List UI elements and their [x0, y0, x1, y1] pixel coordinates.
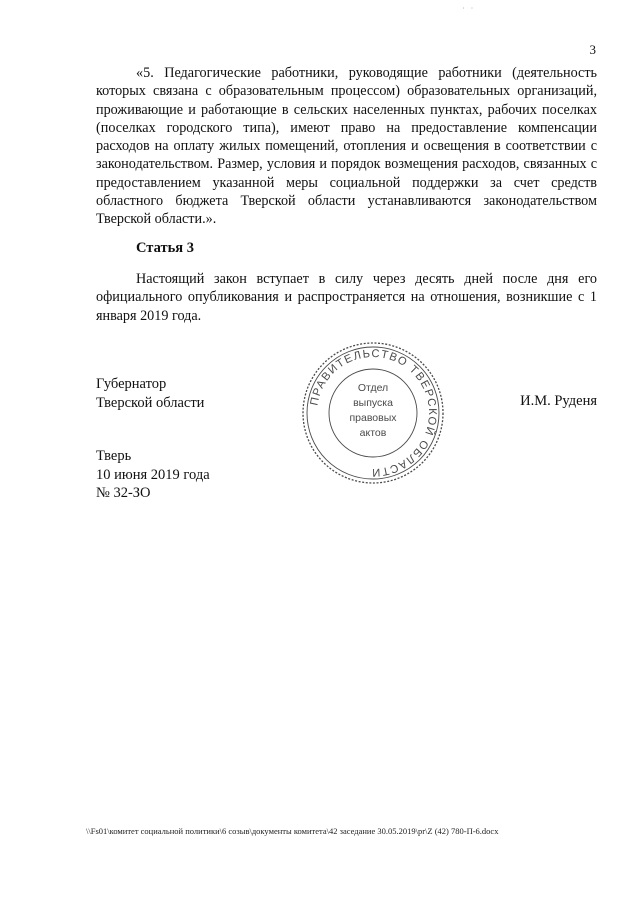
signatory-name: И.М. Руденя — [520, 393, 597, 409]
signing-date: 10 июня 2019 года — [96, 466, 210, 483]
amendment-paragraph: «5. Педагогические работники, руководящие работники (деятельность которых связана с образовательным процессом) образовательных организаций, проживающие и работающие в сельских населенных пунктах, рабочих поселках (поселках городского типа), имеют право на предоставление компенсации расходов на оплату жилых помещений, отопления и освещения в соответствии с законодательством. Размер, условия и порядок возмещения расходов, связанных с предоставлением указанной меры социальной поддержки за счет средств областного бюджета Тверской области устанавливаются законодательством Тверской области.». — [96, 65, 597, 228]
effective-date-paragraph: Настоящий закон вступает в силу через десять дней после дня его официального опубликования и распространяется на отношения, возникшие с 1 января 2019 года. — [96, 271, 597, 324]
scan-marks: · · — [462, 4, 476, 13]
stamp-center-line: Отдел — [357, 382, 389, 394]
city: Тверь — [96, 448, 132, 464]
stamp-center-line: актов — [359, 427, 387, 439]
stamp-center-line: выпуска — [353, 397, 393, 409]
stamp-ring-text: ПРАВИТЕЛЬСТВО ТВЕРСКОЙ ОБЛАСТИ — [308, 347, 439, 479]
signatory-position-line2: Тверской области — [96, 394, 205, 411]
place-and-date-block — [96, 447, 210, 503]
signatory-position-line1: Губернатор — [96, 376, 167, 392]
official-stamp — [298, 338, 448, 488]
law-number: № 32-ЗО — [96, 485, 151, 501]
article-heading: Статья 3 — [136, 240, 194, 256]
stamp-center-line: правовых — [349, 412, 397, 424]
file-path-footer: \\Fs01\комитет социальной политики\6 созыв\документы комитета\42 заседание 30.05.2019\pr\Z (42) 780-П-6.docx — [86, 826, 499, 836]
signatory-position — [96, 375, 204, 412]
page-number: 3 — [589, 42, 596, 57]
